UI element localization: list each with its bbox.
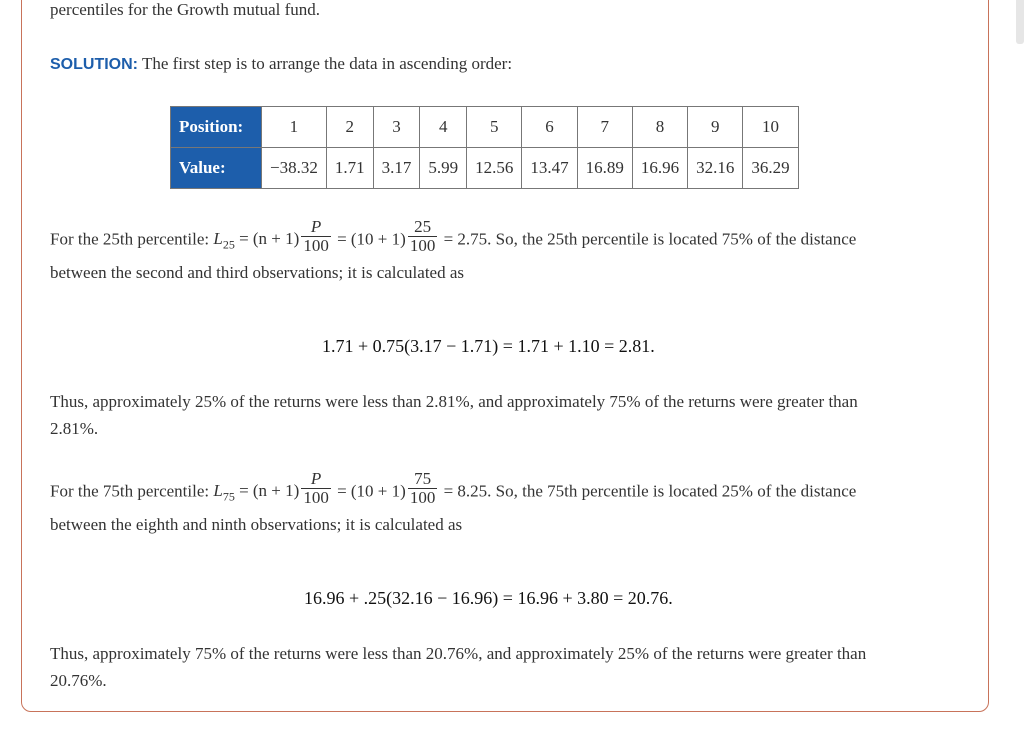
value-cell: 5.99 — [420, 148, 467, 189]
p25-conclusion-1: Thus, approximately 25% of the returns were less than 2.81%, and approximately 75% of the returns were greater than — [50, 392, 858, 411]
value-cell: 13.47 — [522, 148, 577, 189]
p25-tail: = 2.75. So, the 25th percentile is located 75% of the distance — [439, 229, 857, 249]
data-table — [170, 106, 799, 189]
p75-conclusion-1: Thus, approximately 75% of the returns were less than 20.76%, and approximately 25% of the returns were greater than — [50, 644, 867, 663]
position-cell: 7 — [577, 107, 632, 148]
p25-fraction-2 — [408, 218, 438, 255]
p75-lead: For the 75th percentile: — [50, 481, 214, 501]
value-cell: −38.32 — [262, 148, 327, 189]
p75-conclusion-2: 20.76%. — [50, 671, 107, 690]
p75-tail: = 8.25. So, the 75th percentile is located 25% of the distance — [439, 481, 857, 501]
p75-sub: 75 — [222, 489, 235, 504]
p75-frac2-den: 100 — [409, 488, 436, 507]
value-cell: 16.89 — [577, 148, 632, 189]
p75-line2: between the eighth and ninth observations; it is calculated as — [50, 515, 463, 534]
p25-eq2: = (10 + 1) — [332, 229, 406, 249]
value-cell: 1.71 — [326, 148, 373, 189]
value-row — [171, 148, 799, 189]
p75-fraction-2 — [408, 470, 438, 507]
position-cell: 5 — [467, 107, 522, 148]
p75-fraction-1 — [301, 470, 331, 507]
p25-frac1-den: 100 — [303, 236, 329, 255]
scrollbar[interactable] — [1016, 0, 1024, 44]
p25-frac2-num: 25 — [414, 217, 432, 236]
p25-L: L — [213, 229, 223, 249]
value-cell: 32.16 — [688, 148, 743, 189]
p75-eq2: = (10 + 1) — [332, 481, 406, 501]
position-row — [171, 107, 799, 148]
p25-frac1-num: P — [310, 217, 322, 236]
p25-eq1: = (n + 1) — [234, 229, 300, 249]
p25-formula-line — [50, 217, 857, 259]
p75-eq1: = (n + 1) — [234, 481, 300, 501]
value-cell: 16.96 — [632, 148, 687, 189]
p75-frac1-den: 100 — [303, 488, 329, 507]
value-header: Value: — [171, 148, 262, 189]
p25-lead: For the 25th percentile: — [50, 229, 214, 249]
solution-line — [50, 50, 512, 78]
position-cell: 4 — [420, 107, 467, 148]
position-header: Position: — [171, 107, 262, 148]
position-cell: 3 — [373, 107, 420, 148]
solution-text: The first step is to arrange the data in ascending order: — [141, 54, 513, 73]
value-cell: 36.29 — [743, 148, 798, 189]
p75-formula-line — [50, 469, 857, 511]
p25-calculation: 1.71 + 0.75(3.17 − 1.71) = 1.71 + 1.10 = 2.81. — [322, 336, 655, 356]
value-cell: 12.56 — [467, 148, 522, 189]
p75-calculation: 16.96 + .25(32.16 − 16.96) = 16.96 + 3.80 = 20.76. — [304, 588, 673, 608]
p25-sub: 25 — [222, 237, 235, 252]
p25-fraction-1 — [301, 218, 331, 255]
position-cell: 10 — [743, 107, 798, 148]
position-cell: 9 — [688, 107, 743, 148]
position-cell: 1 — [262, 107, 327, 148]
intro-fragment: percentiles for the Growth mutual fund. — [50, 0, 321, 19]
p25-frac2-den: 100 — [409, 236, 436, 255]
value-cell: 3.17 — [373, 148, 420, 189]
p75-frac2-num: 75 — [414, 469, 432, 488]
p25-line2: between the second and third observations; it is calculated as — [50, 263, 465, 282]
solution-label: SOLUTION: — [50, 56, 138, 73]
position-cell: 2 — [326, 107, 373, 148]
p25-conclusion-2: 2.81%. — [50, 419, 99, 438]
p75-frac1-num: P — [310, 469, 322, 488]
p75-L: L — [213, 481, 223, 501]
position-cell: 6 — [522, 107, 577, 148]
position-cell: 8 — [632, 107, 687, 148]
